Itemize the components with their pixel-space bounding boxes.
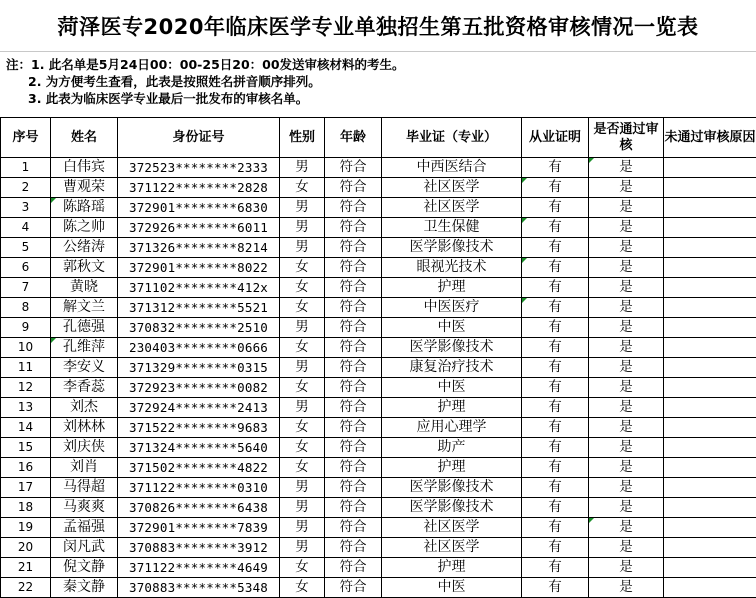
header-seq[interactable]: 序号 bbox=[1, 118, 51, 158]
cell-name[interactable]: 公绪涛 bbox=[51, 238, 118, 258]
cell-pass[interactable]: 是 bbox=[589, 318, 664, 338]
header-reason[interactable]: 未通过审核原因 bbox=[664, 118, 756, 158]
cell-gender[interactable]: 女 bbox=[280, 298, 325, 318]
header-age[interactable]: 年龄 bbox=[325, 118, 382, 158]
cell-reason[interactable] bbox=[664, 418, 756, 438]
cell-id[interactable]: 371122********4649 bbox=[118, 558, 280, 578]
cell-edu[interactable]: 眼视光技术 bbox=[382, 258, 522, 278]
cell-edu[interactable]: 医学影像技术 bbox=[382, 338, 522, 358]
cell-edu[interactable]: 康复治疗技术 bbox=[382, 358, 522, 378]
table-row bbox=[1, 338, 756, 358]
cell-name[interactable]: 郭秋文 bbox=[51, 258, 118, 278]
cell-id[interactable]: 370883********3912 bbox=[118, 538, 280, 558]
cell-cert[interactable]: 有 bbox=[522, 478, 589, 498]
cell-pass[interactable]: 是 bbox=[589, 418, 664, 438]
cell-age[interactable]: 符合 bbox=[325, 518, 382, 538]
cell-id[interactable]: 371502********4822 bbox=[118, 458, 280, 478]
cell-name[interactable]: 马爽爽 bbox=[51, 498, 118, 518]
cell-gender[interactable]: 男 bbox=[280, 498, 325, 518]
header-row bbox=[1, 118, 756, 158]
cell-seq[interactable]: 9 bbox=[1, 318, 51, 338]
cell-name[interactable]: 白伟宾 bbox=[51, 158, 118, 178]
cell-seq[interactable]: 20 bbox=[1, 538, 51, 558]
table-row bbox=[1, 298, 756, 318]
cell-seq[interactable]: 6 bbox=[1, 258, 51, 278]
cell-age[interactable]: 符合 bbox=[325, 418, 382, 438]
cell-pass[interactable]: 是 bbox=[589, 538, 664, 558]
cell-name[interactable]: 孟福强 bbox=[51, 518, 118, 538]
cell-age[interactable]: 符合 bbox=[325, 438, 382, 458]
table-row bbox=[1, 258, 756, 278]
cell-cert[interactable]: 有 bbox=[522, 258, 589, 278]
cell-cert[interactable]: 有 bbox=[522, 178, 589, 198]
table-row bbox=[1, 518, 756, 538]
cell-reason[interactable] bbox=[664, 318, 756, 338]
notes-block bbox=[6, 56, 750, 107]
table-row bbox=[1, 478, 756, 498]
cell-seq[interactable]: 8 bbox=[1, 298, 51, 318]
cell-gender[interactable]: 女 bbox=[280, 418, 325, 438]
cell-id[interactable]: 371122********0310 bbox=[118, 478, 280, 498]
cell-name[interactable]: 刘庆侠 bbox=[51, 438, 118, 458]
cell-age[interactable]: 符合 bbox=[325, 358, 382, 378]
cell-age[interactable]: 符合 bbox=[325, 558, 382, 578]
cell-reason[interactable] bbox=[664, 298, 756, 318]
cell-edu[interactable]: 社区医学 bbox=[382, 178, 522, 198]
cell-cert[interactable]: 有 bbox=[522, 318, 589, 338]
cell-reason[interactable] bbox=[664, 238, 756, 258]
header-gender[interactable]: 性别 bbox=[280, 118, 325, 158]
cell-pass[interactable]: 是 bbox=[589, 378, 664, 398]
cell-age[interactable]: 符合 bbox=[325, 378, 382, 398]
cell-age[interactable]: 符合 bbox=[325, 198, 382, 218]
cell-cert[interactable]: 有 bbox=[522, 358, 589, 378]
cell-reason[interactable] bbox=[664, 158, 756, 178]
cell-age[interactable]: 符合 bbox=[325, 498, 382, 518]
cell-cert[interactable]: 有 bbox=[522, 498, 589, 518]
cell-id[interactable]: 372901********8022 bbox=[118, 258, 280, 278]
cell-reason[interactable] bbox=[664, 458, 756, 478]
table-row bbox=[1, 358, 756, 378]
cell-seq[interactable]: 22 bbox=[1, 578, 51, 598]
sheet-title: 菏泽医专2020年临床医学专业单独招生第五批资格审核情况一览表 bbox=[0, 0, 756, 52]
cell-cert[interactable]: 有 bbox=[522, 438, 589, 458]
cell-seq[interactable]: 10 bbox=[1, 338, 51, 358]
cell-name[interactable]: 孔德强 bbox=[51, 318, 118, 338]
cell-cert[interactable]: 有 bbox=[522, 238, 589, 258]
cell-reason[interactable] bbox=[664, 218, 756, 238]
cell-seq[interactable]: 21 bbox=[1, 558, 51, 578]
cell-pass[interactable]: 是 bbox=[589, 278, 664, 298]
cell-cert[interactable]: 有 bbox=[522, 538, 589, 558]
header-name[interactable]: 姓名 bbox=[51, 118, 118, 158]
cell-id[interactable]: 371326********8214 bbox=[118, 238, 280, 258]
cell-cert[interactable]: 有 bbox=[522, 518, 589, 538]
cell-id[interactable]: 371522********9683 bbox=[118, 418, 280, 438]
cell-reason[interactable] bbox=[664, 198, 756, 218]
cell-seq[interactable]: 15 bbox=[1, 438, 51, 458]
cell-pass[interactable]: 是 bbox=[589, 398, 664, 418]
table-row bbox=[1, 418, 756, 438]
cell-gender[interactable]: 女 bbox=[280, 258, 325, 278]
cell-gender[interactable]: 女 bbox=[280, 558, 325, 578]
cell-age[interactable]: 符合 bbox=[325, 398, 382, 418]
table-row bbox=[1, 458, 756, 478]
cell-edu[interactable]: 社区医学 bbox=[382, 198, 522, 218]
cell-pass[interactable]: 是 bbox=[589, 358, 664, 378]
cell-pass[interactable]: 是 bbox=[589, 338, 664, 358]
table-row bbox=[1, 218, 756, 238]
cell-age[interactable]: 符合 bbox=[325, 318, 382, 338]
cell-age[interactable]: 符合 bbox=[325, 218, 382, 238]
cell-seq[interactable]: 17 bbox=[1, 478, 51, 498]
cell-edu[interactable]: 卫生保健 bbox=[382, 218, 522, 238]
cell-edu[interactable]: 中医医疗 bbox=[382, 298, 522, 318]
cell-reason[interactable] bbox=[664, 378, 756, 398]
cell-cert[interactable]: 有 bbox=[522, 558, 589, 578]
cell-seq[interactable]: 13 bbox=[1, 398, 51, 418]
table-row bbox=[1, 578, 756, 598]
cell-pass[interactable]: 是 bbox=[589, 298, 664, 318]
cell-seq[interactable]: 11 bbox=[1, 358, 51, 378]
cell-pass[interactable]: 是 bbox=[589, 578, 664, 598]
cell-gender[interactable]: 男 bbox=[280, 318, 325, 338]
cell-name[interactable]: 曹观荣 bbox=[51, 178, 118, 198]
cell-age[interactable]: 符合 bbox=[325, 158, 382, 178]
cell-edu[interactable]: 医学影像技术 bbox=[382, 498, 522, 518]
cell-edu[interactable]: 护理 bbox=[382, 558, 522, 578]
header-edu[interactable]: 毕业证（专业） bbox=[382, 118, 522, 158]
cell-pass[interactable]: 是 bbox=[589, 438, 664, 458]
cell-age[interactable]: 符合 bbox=[325, 478, 382, 498]
cell-cert[interactable]: 有 bbox=[522, 458, 589, 478]
cell-cert[interactable]: 有 bbox=[522, 418, 589, 438]
cell-gender[interactable]: 男 bbox=[280, 238, 325, 258]
cell-id[interactable]: 372901********6830 bbox=[118, 198, 280, 218]
table-row bbox=[1, 558, 756, 578]
cell-edu[interactable]: 医学影像技术 bbox=[382, 478, 522, 498]
cell-pass[interactable]: 是 bbox=[589, 198, 664, 218]
cell-name[interactable]: 秦文静 bbox=[51, 578, 118, 598]
cell-edu[interactable]: 应用心理学 bbox=[382, 418, 522, 438]
cell-edu[interactable]: 中西医结合 bbox=[382, 158, 522, 178]
cell-gender[interactable]: 女 bbox=[280, 578, 325, 598]
cell-age[interactable]: 符合 bbox=[325, 258, 382, 278]
cell-edu[interactable]: 护理 bbox=[382, 398, 522, 418]
cell-reason[interactable] bbox=[664, 358, 756, 378]
cell-gender[interactable]: 男 bbox=[280, 538, 325, 558]
cell-cert[interactable]: 有 bbox=[522, 378, 589, 398]
table-row bbox=[1, 198, 756, 218]
cell-gender[interactable]: 女 bbox=[280, 278, 325, 298]
cell-id[interactable]: 372926********6011 bbox=[118, 218, 280, 238]
cell-reason[interactable] bbox=[664, 518, 756, 538]
cell-name[interactable]: 李香蕊 bbox=[51, 378, 118, 398]
cell-reason[interactable] bbox=[664, 538, 756, 558]
cell-seq[interactable]: 19 bbox=[1, 518, 51, 538]
cell-reason[interactable] bbox=[664, 438, 756, 458]
cell-gender[interactable]: 女 bbox=[280, 438, 325, 458]
cell-reason[interactable] bbox=[664, 258, 756, 278]
cell-reason[interactable] bbox=[664, 398, 756, 418]
cell-age[interactable]: 符合 bbox=[325, 278, 382, 298]
cell-reason[interactable] bbox=[664, 178, 756, 198]
table-row bbox=[1, 378, 756, 398]
cell-pass[interactable]: 是 bbox=[589, 478, 664, 498]
cell-cert[interactable]: 有 bbox=[522, 338, 589, 358]
cell-name[interactable]: 陈路瑶 bbox=[51, 198, 118, 218]
cell-cert[interactable]: 有 bbox=[522, 218, 589, 238]
table-row bbox=[1, 238, 756, 258]
note-line-1: 注：1. 此名单是5月24日00：00-25日20：00发送审核材料的考生。 bbox=[6, 57, 405, 72]
table-row bbox=[1, 498, 756, 518]
cell-id[interactable]: 230403********0666 bbox=[118, 338, 280, 358]
cell-id[interactable]: 372923********0082 bbox=[118, 378, 280, 398]
cell-gender[interactable]: 男 bbox=[280, 198, 325, 218]
cell-reason[interactable] bbox=[664, 478, 756, 498]
cell-gender[interactable]: 女 bbox=[280, 178, 325, 198]
cell-seq[interactable]: 1 bbox=[1, 158, 51, 178]
cell-seq[interactable]: 4 bbox=[1, 218, 51, 238]
cell-name[interactable]: 刘肖 bbox=[51, 458, 118, 478]
cell-age[interactable]: 符合 bbox=[325, 238, 382, 258]
cell-edu[interactable]: 中医 bbox=[382, 378, 522, 398]
cell-id[interactable]: 372523********2333 bbox=[118, 158, 280, 178]
table-row bbox=[1, 398, 756, 418]
cell-edu[interactable]: 护理 bbox=[382, 278, 522, 298]
cell-pass[interactable]: 是 bbox=[589, 218, 664, 238]
cell-name[interactable]: 闵凡武 bbox=[51, 538, 118, 558]
cell-edu[interactable]: 中医 bbox=[382, 318, 522, 338]
cell-pass[interactable]: 是 bbox=[589, 498, 664, 518]
cell-age[interactable]: 符合 bbox=[325, 338, 382, 358]
cell-name[interactable]: 刘杰 bbox=[51, 398, 118, 418]
header-id[interactable]: 身份证号 bbox=[118, 118, 280, 158]
note-line-3: 3. 此表为临床医学专业最后一批发布的审核名单。 bbox=[28, 91, 309, 106]
cell-id[interactable]: 371312********5521 bbox=[118, 298, 280, 318]
cell-pass[interactable]: 是 bbox=[589, 238, 664, 258]
cell-id[interactable]: 371122********2828 bbox=[118, 178, 280, 198]
cell-gender[interactable]: 女 bbox=[280, 338, 325, 358]
cell-cert[interactable]: 有 bbox=[522, 398, 589, 418]
cell-gender[interactable]: 男 bbox=[280, 478, 325, 498]
cell-seq[interactable]: 3 bbox=[1, 198, 51, 218]
cell-gender[interactable]: 男 bbox=[280, 518, 325, 538]
cell-id[interactable]: 371102********412x bbox=[118, 278, 280, 298]
cell-edu[interactable]: 中医 bbox=[382, 578, 522, 598]
cell-pass[interactable]: 是 bbox=[589, 178, 664, 198]
cell-age[interactable]: 符合 bbox=[325, 178, 382, 198]
cell-cert[interactable]: 有 bbox=[522, 298, 589, 318]
cell-gender[interactable]: 男 bbox=[280, 358, 325, 378]
note-line-2: 2. 为方便考生查看，此表是按照姓名拼音顺序排列。 bbox=[28, 74, 321, 89]
header-pass[interactable]: 是否通过审核 bbox=[589, 118, 664, 158]
cell-cert[interactable]: 有 bbox=[522, 278, 589, 298]
cell-seq[interactable]: 16 bbox=[1, 458, 51, 478]
header-cert[interactable]: 从业证明 bbox=[522, 118, 589, 158]
cell-edu[interactable]: 社区医学 bbox=[382, 538, 522, 558]
table-row bbox=[1, 178, 756, 198]
cell-seq[interactable]: 7 bbox=[1, 278, 51, 298]
table-row bbox=[1, 438, 756, 458]
cell-gender[interactable]: 男 bbox=[280, 158, 325, 178]
cell-name[interactable]: 解文兰 bbox=[51, 298, 118, 318]
cell-seq[interactable]: 2 bbox=[1, 178, 51, 198]
cell-reason[interactable] bbox=[664, 558, 756, 578]
cell-gender[interactable]: 男 bbox=[280, 398, 325, 418]
cell-name[interactable]: 李安义 bbox=[51, 358, 118, 378]
cell-id[interactable]: 370883********5348 bbox=[118, 578, 280, 598]
table-row bbox=[1, 538, 756, 558]
cell-edu[interactable]: 社区医学 bbox=[382, 518, 522, 538]
cell-edu[interactable]: 助产 bbox=[382, 438, 522, 458]
table-row bbox=[1, 158, 756, 178]
cell-gender[interactable]: 女 bbox=[280, 458, 325, 478]
cell-seq[interactable]: 5 bbox=[1, 238, 51, 258]
cell-id[interactable]: 370826********6438 bbox=[118, 498, 280, 518]
cell-age[interactable]: 符合 bbox=[325, 458, 382, 478]
cell-id[interactable]: 372901********7839 bbox=[118, 518, 280, 538]
table-row bbox=[1, 278, 756, 298]
cell-reason[interactable] bbox=[664, 578, 756, 598]
cell-reason[interactable] bbox=[664, 498, 756, 518]
cell-age[interactable]: 符合 bbox=[325, 538, 382, 558]
cell-id[interactable]: 371329********0315 bbox=[118, 358, 280, 378]
cell-pass[interactable]: 是 bbox=[589, 518, 664, 538]
results-table bbox=[0, 117, 756, 598]
cell-gender[interactable]: 男 bbox=[280, 218, 325, 238]
cell-name[interactable]: 黄晓 bbox=[51, 278, 118, 298]
cell-age[interactable]: 符合 bbox=[325, 578, 382, 598]
cell-pass[interactable]: 是 bbox=[589, 258, 664, 278]
cell-age[interactable]: 符合 bbox=[325, 298, 382, 318]
cell-seq[interactable]: 18 bbox=[1, 498, 51, 518]
cell-gender[interactable]: 女 bbox=[280, 378, 325, 398]
cell-pass[interactable]: 是 bbox=[589, 158, 664, 178]
cell-name[interactable]: 倪文静 bbox=[51, 558, 118, 578]
cell-cert[interactable]: 有 bbox=[522, 198, 589, 218]
cell-edu[interactable]: 护理 bbox=[382, 458, 522, 478]
cell-name[interactable]: 刘林林 bbox=[51, 418, 118, 438]
cell-edu[interactable]: 医学影像技术 bbox=[382, 238, 522, 258]
cell-cert[interactable]: 有 bbox=[522, 158, 589, 178]
cell-reason[interactable] bbox=[664, 278, 756, 298]
cell-reason[interactable] bbox=[664, 338, 756, 358]
cell-id[interactable]: 371324********5640 bbox=[118, 438, 280, 458]
cell-seq[interactable]: 14 bbox=[1, 418, 51, 438]
cell-pass[interactable]: 是 bbox=[589, 558, 664, 578]
table-row bbox=[1, 318, 756, 338]
cell-id[interactable]: 372924********2413 bbox=[118, 398, 280, 418]
cell-id[interactable]: 370832********2510 bbox=[118, 318, 280, 338]
cell-pass[interactable]: 是 bbox=[589, 458, 664, 478]
cell-seq[interactable]: 12 bbox=[1, 378, 51, 398]
cell-cert[interactable]: 有 bbox=[522, 578, 589, 598]
cell-name[interactable]: 孔维萍 bbox=[51, 338, 118, 358]
cell-name[interactable]: 陈之帅 bbox=[51, 218, 118, 238]
cell-name[interactable]: 马得超 bbox=[51, 478, 118, 498]
